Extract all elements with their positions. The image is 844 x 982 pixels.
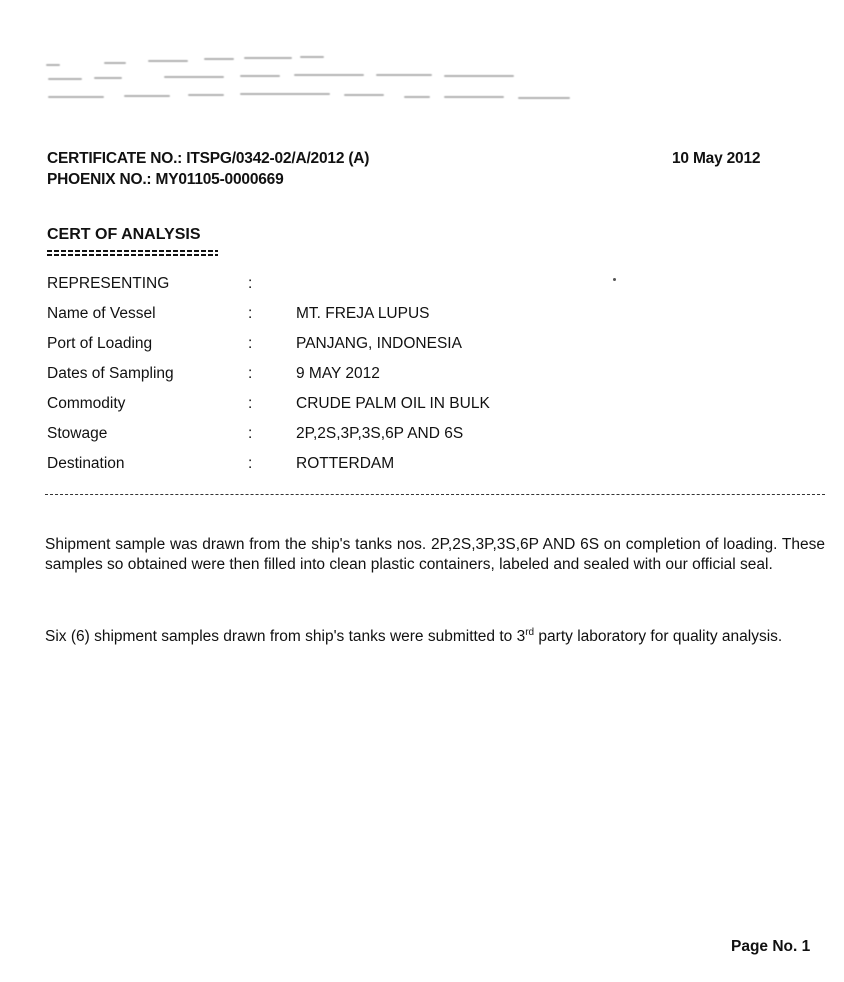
detail-label: Destination	[47, 455, 125, 472]
submission-paragraph	[45, 627, 825, 647]
section-divider	[45, 494, 825, 496]
detail-row-stowage	[47, 425, 747, 447]
detail-row-vessel	[47, 305, 747, 327]
detail-row-sampling-date	[47, 365, 747, 387]
title-double-underline	[47, 249, 218, 257]
detail-value: PANJANG, INDONESIA	[296, 335, 462, 352]
detail-colon: :	[248, 455, 253, 472]
detail-value: MT. FREJA LUPUS	[296, 305, 430, 322]
detail-colon: :	[248, 425, 253, 442]
detail-label: Commodity	[47, 395, 126, 412]
detail-row-commodity	[47, 395, 747, 417]
detail-label: Dates of Sampling	[47, 365, 174, 382]
detail-row-destination	[47, 455, 747, 477]
detail-value: ROTTERDAM	[296, 455, 395, 472]
document-title: CERT OF ANALYSIS	[47, 226, 201, 243]
detail-colon: :	[248, 275, 253, 292]
page-number: Page No. 1	[731, 938, 811, 955]
detail-colon: :	[248, 365, 253, 382]
certificate-date: 10 May 2012	[672, 150, 761, 167]
detail-row-port	[47, 335, 747, 357]
para-text: party laboratory for quality analysis.	[534, 628, 783, 645]
para-text: Six (6) shipment samples drawn from ship's tanks were submitted to 3	[45, 628, 526, 645]
detail-label: REPRESENTING	[47, 275, 170, 292]
detail-value: 2P,2S,3P,3S,6P AND 6S	[296, 425, 464, 442]
detail-value: 9 MAY 2012	[296, 365, 380, 382]
detail-colon: :	[248, 335, 253, 352]
sampling-paragraph: Shipment sample was drawn from the ship's tanks nos. 2P,2S,3P,3S,6P AND 6S on completion of loading. These samples so obtained were then filled into clean plastic containers, labeled and sealed with our official seal.	[45, 536, 825, 573]
detail-colon: :	[248, 305, 253, 322]
detail-label: Port of Loading	[47, 335, 153, 352]
ordinal-suffix: rd	[525, 626, 535, 638]
detail-value: CRUDE PALM OIL IN BULK	[296, 395, 490, 412]
detail-label: Name of Vessel	[47, 305, 156, 322]
redacted-letterhead	[44, 46, 584, 116]
phoenix-number: PHOENIX NO.: MY01105-0000669	[47, 171, 284, 188]
detail-label: Stowage	[47, 425, 108, 442]
detail-row-representing	[47, 275, 747, 297]
certificate-number: CERTIFICATE NO.: ITSPG/0342-02/A/2012 (A)	[47, 150, 370, 167]
detail-colon: :	[248, 395, 253, 412]
